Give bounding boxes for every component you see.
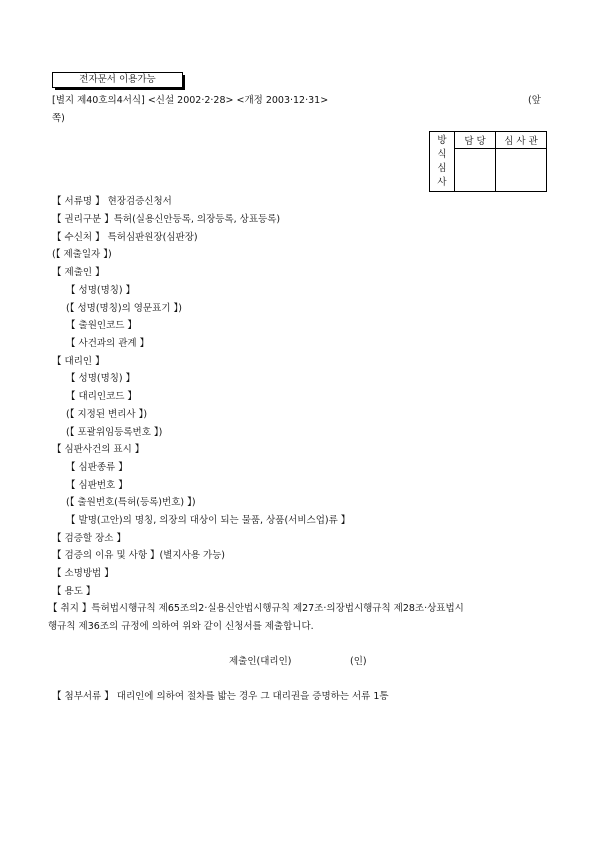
field-submitter-name: 【 성명(명칭) 】	[66, 285, 136, 296]
signature-label: 제출인(대리인)	[229, 656, 292, 667]
review-col-officer: 담 당	[455, 132, 496, 149]
field-trial-case: 【 심판사건의 표시 】	[52, 444, 145, 455]
field-invention-title: 【 발명(고안)의 명칭, 의장의 대상이 되는 물품, 상품(서비스업)류 】	[66, 515, 351, 526]
field-inspection-place: 【 검증할 장소 】	[52, 533, 126, 544]
attachments: 【 첨부서류 】 대리인에 의하여 절차를 밟는 경우 그 대리권을 증명하는 서류 1통	[52, 691, 389, 702]
field-trial-type: 【 심판종류 】	[66, 462, 128, 473]
review-table	[429, 131, 547, 192]
field-trial-number: 【 심판번호 】	[66, 480, 128, 491]
purpose-line-1: 【 취지 】특허법시행규칙 제65조의2·실용신안법시행규칙 제27조·의장법시행규칙 제28조·상표법시	[48, 603, 464, 614]
field-designated-attorney: (【 지정된 변리사 】)	[66, 409, 148, 420]
purpose-line-2: 행규칙 제36조의 규정에 의하여 위와 같이 신청서를 제출합니다.	[48, 621, 314, 632]
field-submitter: 【 제출인 】	[52, 267, 105, 278]
field-submission-date: (【 제출일자 】)	[52, 249, 112, 260]
field-agent-name: 【 성명(명칭) 】	[66, 373, 136, 384]
field-right-type: 【 권리구분 】특허(실용신안등록, 의장등록, 상표등록)	[52, 214, 281, 225]
field-use: 【 용도 】	[52, 586, 96, 597]
field-proof-method: 【 소명방법 】	[52, 568, 114, 579]
review-examiner-cell	[496, 149, 547, 192]
field-recipient: 【 수신처 】 특허심판원장(심판장)	[52, 232, 198, 243]
field-case-relation: 【 사건과의 관계 】	[66, 338, 150, 349]
electronic-document-badge: 전자문서 이용가능	[52, 72, 183, 88]
seal-mark: (인)	[350, 656, 367, 667]
field-document-name: 【 서류명 】 현장검증신청서	[52, 196, 172, 207]
form-reference: [별지 제40호의4서식] <신설 2002·2·28> <개정 2003·12·31>	[52, 95, 329, 106]
field-agent: 【 대리인 】	[52, 356, 105, 367]
field-submitter-english-name: (【 성명(명칭)의 영문표기 】)	[66, 303, 182, 314]
page-side-label-cont: 쪽)	[52, 113, 65, 124]
review-officer-cell	[455, 149, 496, 192]
page-side-label: (앞	[528, 95, 541, 106]
review-row-label: 방 식 심 사	[430, 132, 455, 192]
field-application-number: (【 출원번호(특허(등록)번호) 】)	[66, 497, 196, 508]
review-col-examiner: 심 사 관	[496, 132, 547, 149]
field-inspection-reason: 【 검증의 이유 및 사항 】(별지사용 가능)	[52, 550, 226, 561]
field-agent-code: 【 대리인코드 】	[66, 391, 137, 402]
field-applicant-code: 【 출원인코드 】	[66, 320, 137, 331]
field-general-power-number: (【 포괄위임등록번호 】)	[66, 427, 163, 438]
